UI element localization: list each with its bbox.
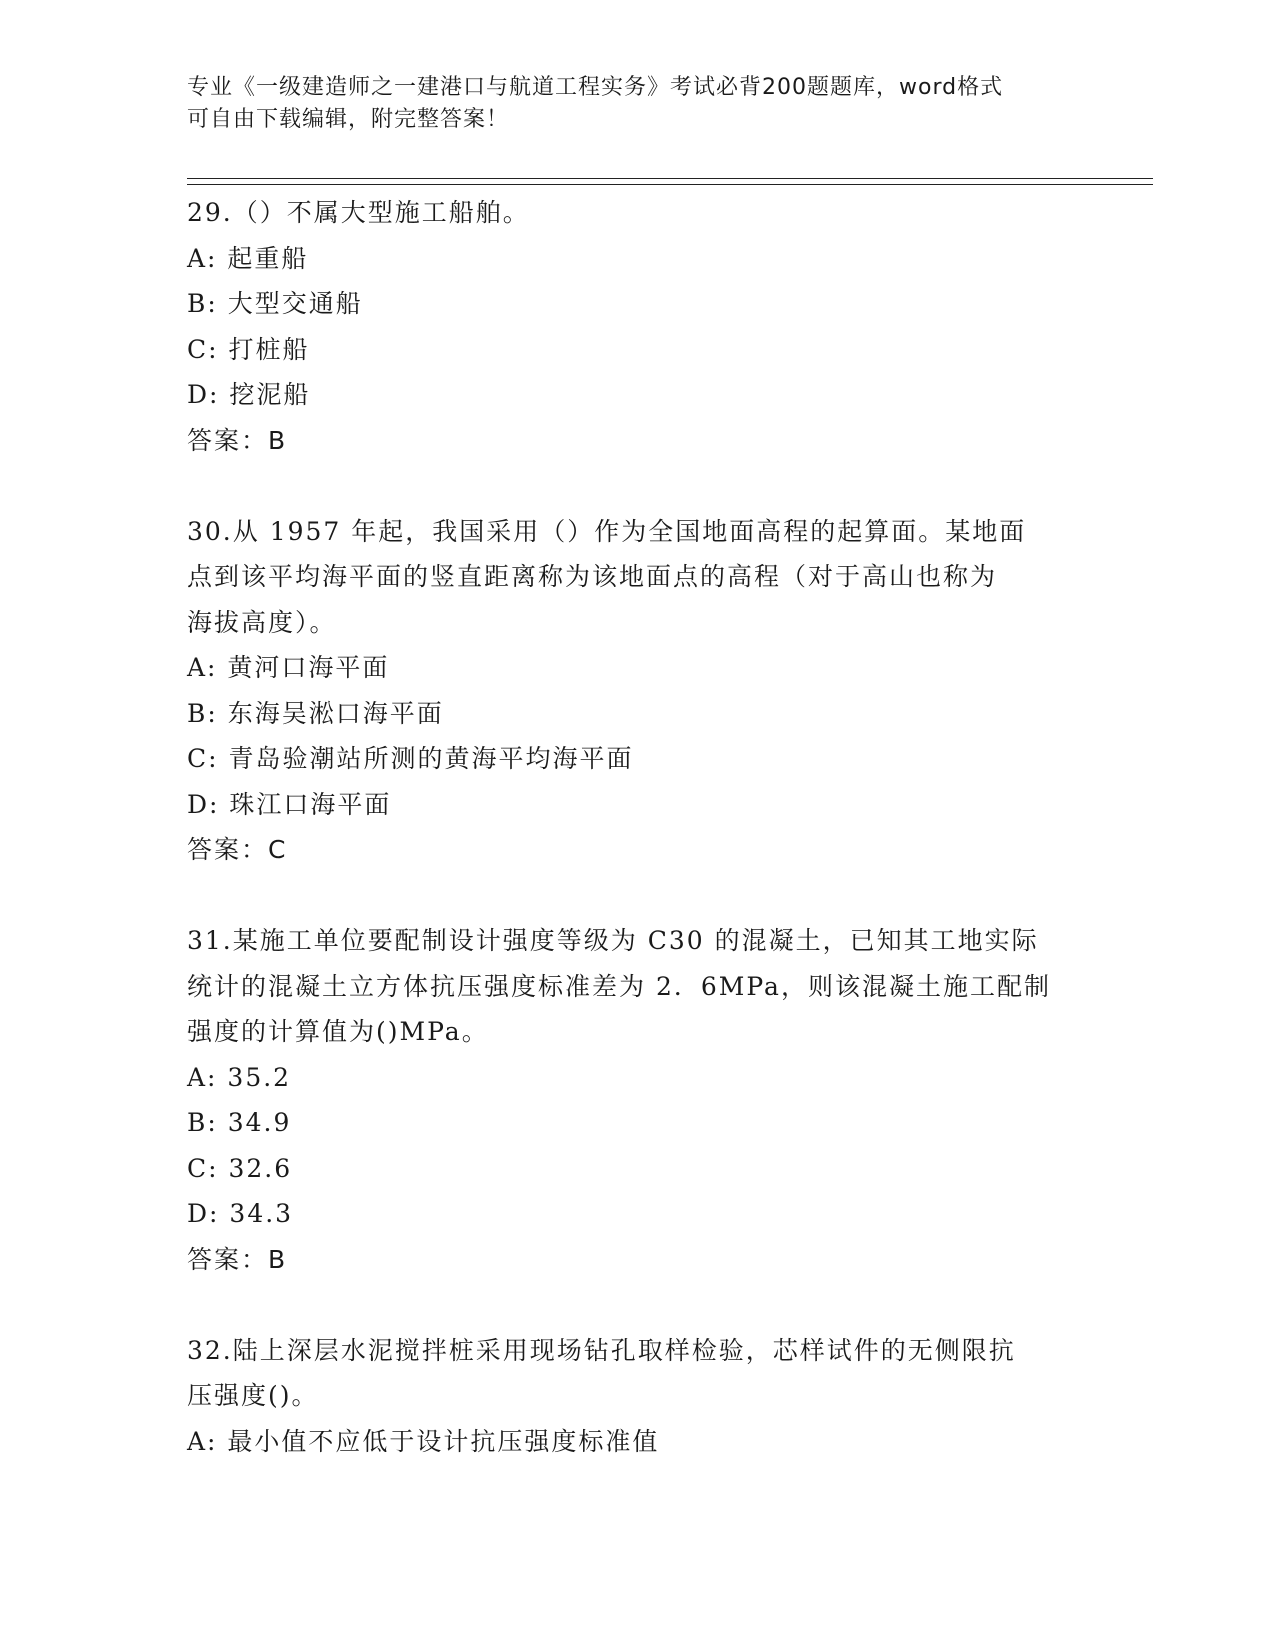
question-list (187, 190, 1087, 1464)
document-header (187, 72, 1087, 136)
option-a: A: 最小值不应低于设计抗压强度标准值 (187, 1426, 660, 1456)
answer-line: 答案：B (187, 1244, 288, 1274)
question-32 (187, 1328, 1087, 1465)
header-line-2: 可自由下载编辑，附完整答案！ (187, 107, 510, 132)
option-a: A: 黄河口海平面 (187, 653, 390, 682)
question-31 (187, 918, 1087, 1282)
question-text-line-3: 强度的计算值为()MPa。 (187, 1017, 489, 1046)
answer-line: 答案：B (187, 425, 288, 455)
question-text-line-2: 压强度()。 (187, 1381, 319, 1410)
option-b: B: 34.9 (187, 1108, 292, 1137)
question-30 (187, 509, 1087, 873)
header-divider-top (187, 178, 1153, 179)
question-text: 29.（）不属大型施工船舶。 (187, 198, 530, 227)
spacer (187, 463, 1087, 509)
option-d: D: 挖泥船 (187, 380, 311, 409)
question-text-line-2: 点到该平均海平面的竖直距离称为该地面点的高程（对于高山也称为 (187, 562, 998, 591)
question-text-line-1: 30.从 1957 年起，我国采用（）作为全国地面高程的起算面。某地面 (187, 516, 1027, 546)
header-line-1: 专业《一级建造师之一建港口与航道工程实务》考试必背200题题库，word格式 (187, 75, 1004, 100)
header-divider-bottom (187, 184, 1153, 185)
spacer (187, 1282, 1087, 1328)
option-c: C: 打桩船 (187, 334, 310, 364)
question-text-line-1: 32.陆上深层水泥搅拌桩采用现场钻孔取样检验，芯样试件的无侧限抗 (187, 1335, 1016, 1365)
option-d: D: 珠江口海平面 (187, 789, 392, 819)
question-text-line-2: 统计的混凝土立方体抗压强度标准差为 2．6MPa，则该混凝土施工配制 (187, 971, 1051, 1001)
answer-line: 答案：C (187, 835, 288, 864)
question-text-line-1: 31.某施工单位要配制设计强度等级为 C30 的混凝土，已知其工地实际 (187, 926, 1039, 955)
question-text-line-3: 海拔高度）。 (187, 607, 337, 637)
option-b: B: 大型交通船 (187, 289, 363, 318)
option-b: B: 东海吴淞口海平面 (187, 698, 444, 728)
question-29 (187, 190, 1087, 463)
spacer (187, 873, 1087, 919)
option-c: C: 青岛验潮站所测的黄海平均海平面 (187, 744, 634, 773)
option-c: C: 32.6 (187, 1153, 293, 1183)
option-a: A: 35.2 (187, 1062, 292, 1092)
option-a: A: 起重船 (187, 243, 309, 273)
option-d: D: 34.3 (187, 1199, 294, 1228)
